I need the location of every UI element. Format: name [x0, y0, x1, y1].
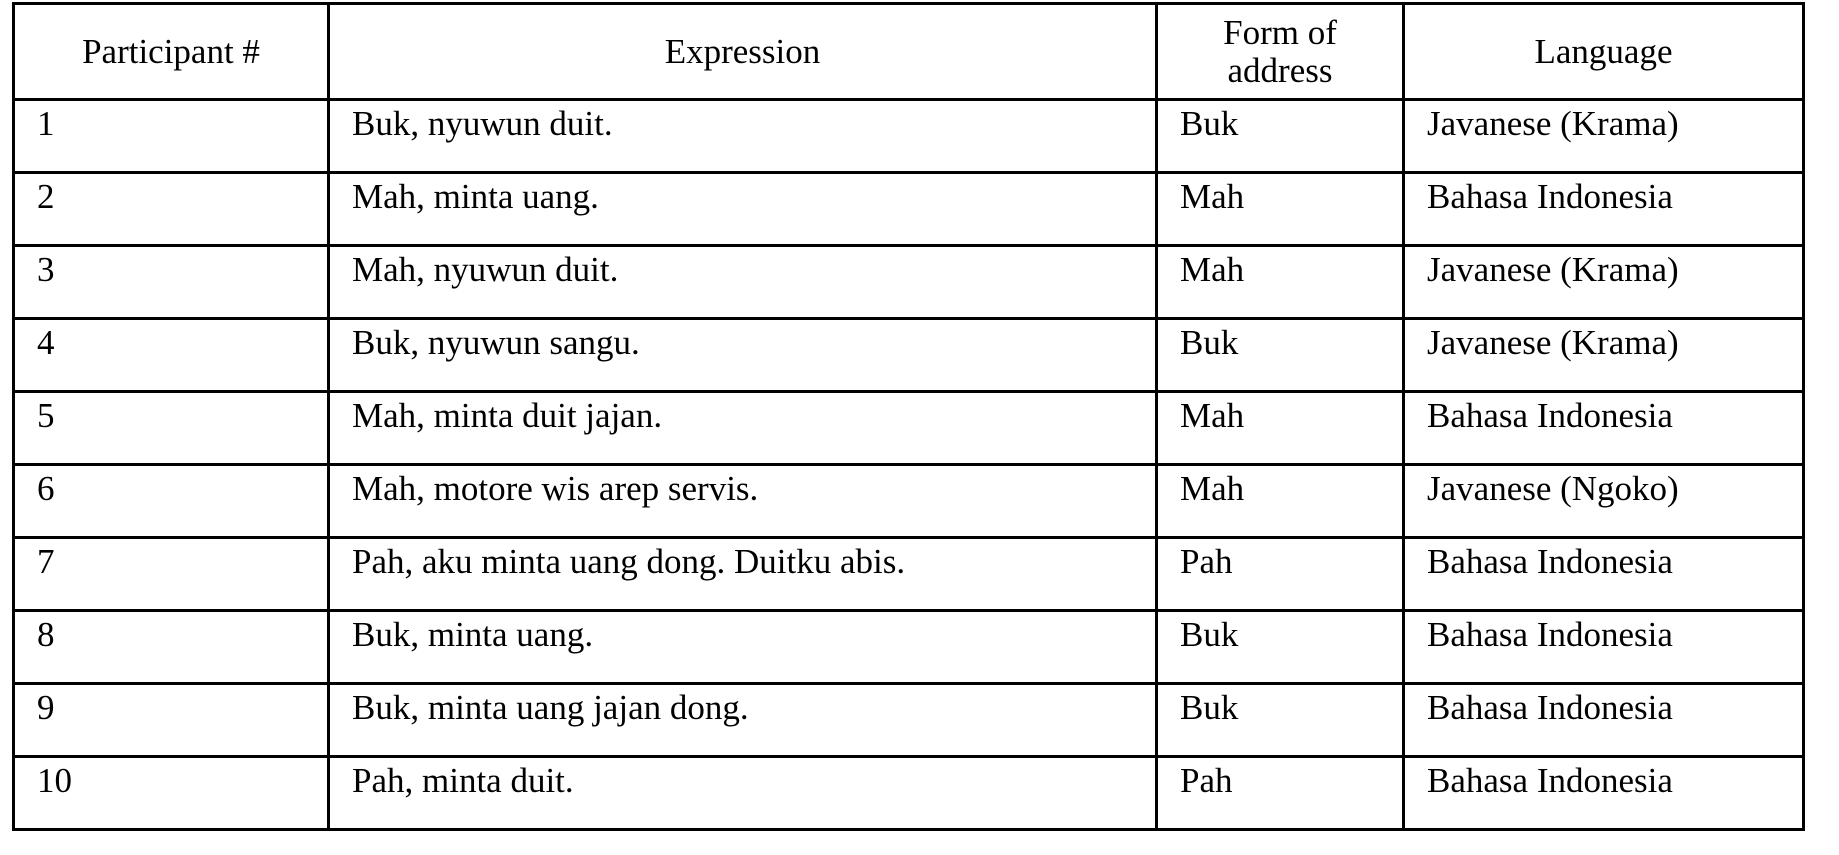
table-row [14, 392, 1804, 465]
language-cell: Bahasa Indonesia [1404, 173, 1804, 246]
participant-cell: 4 [14, 319, 329, 392]
participant-cell: 6 [14, 465, 329, 538]
participant-cell: 5 [14, 392, 329, 465]
expression-cell: Pah, aku minta uang dong. Duitku abis. [329, 538, 1157, 611]
header-language: Language [1404, 4, 1804, 100]
expression-cell: Buk, minta uang. [329, 611, 1157, 684]
participant-cell: 2 [14, 173, 329, 246]
form-of-address-cell: Buk [1157, 319, 1404, 392]
expression-cell: Mah, minta duit jajan. [329, 392, 1157, 465]
table-row [14, 684, 1804, 757]
expression-cell: Mah, nyuwun duit. [329, 246, 1157, 319]
language-cell: Javanese (Krama) [1404, 246, 1804, 319]
table-row [14, 319, 1804, 392]
language-cell: Bahasa Indonesia [1404, 684, 1804, 757]
form-of-address-cell: Pah [1157, 538, 1404, 611]
language-cell: Bahasa Indonesia [1404, 392, 1804, 465]
header-expression: Expression [329, 4, 1157, 100]
participant-cell: 10 [14, 757, 329, 830]
table-row [14, 465, 1804, 538]
form-of-address-cell: Mah [1157, 392, 1404, 465]
header-form-of-address [1157, 4, 1404, 100]
participant-cell: 8 [14, 611, 329, 684]
language-cell: Javanese (Krama) [1404, 100, 1804, 173]
form-of-address-cell: Buk [1157, 684, 1404, 757]
form-of-address-cell: Mah [1157, 173, 1404, 246]
language-cell: Bahasa Indonesia [1404, 538, 1804, 611]
header-row [14, 4, 1804, 100]
expression-cell: Mah, minta uang. [329, 173, 1157, 246]
form-of-address-cell: Mah [1157, 465, 1404, 538]
language-cell: Javanese (Ngoko) [1404, 465, 1804, 538]
expression-cell: Mah, motore wis arep servis. [329, 465, 1157, 538]
participants-table [12, 2, 1805, 831]
expression-cell: Buk, nyuwun duit. [329, 100, 1157, 173]
form-of-address-cell: Mah [1157, 246, 1404, 319]
form-of-address-cell: Buk [1157, 100, 1404, 173]
expression-cell: Buk, minta uang jajan dong. [329, 684, 1157, 757]
participant-cell: 7 [14, 538, 329, 611]
table-row [14, 611, 1804, 684]
header-participant: Participant # [14, 4, 329, 100]
language-cell: Bahasa Indonesia [1404, 611, 1804, 684]
language-cell: Bahasa Indonesia [1404, 757, 1804, 830]
header-form-line-2: address [1227, 50, 1333, 90]
table-row [14, 100, 1804, 173]
participant-cell: 1 [14, 100, 329, 173]
participant-cell: 9 [14, 684, 329, 757]
expression-cell: Pah, minta duit. [329, 757, 1157, 830]
participant-cell: 3 [14, 246, 329, 319]
form-of-address-cell: Buk [1157, 611, 1404, 684]
header-form-line-1: Form of [1223, 12, 1337, 52]
table-row [14, 246, 1804, 319]
language-cell: Javanese (Krama) [1404, 319, 1804, 392]
expression-cell: Buk, nyuwun sangu. [329, 319, 1157, 392]
form-of-address-cell: Pah [1157, 757, 1404, 830]
table-row [14, 173, 1804, 246]
table-row [14, 538, 1804, 611]
table-row [14, 757, 1804, 830]
